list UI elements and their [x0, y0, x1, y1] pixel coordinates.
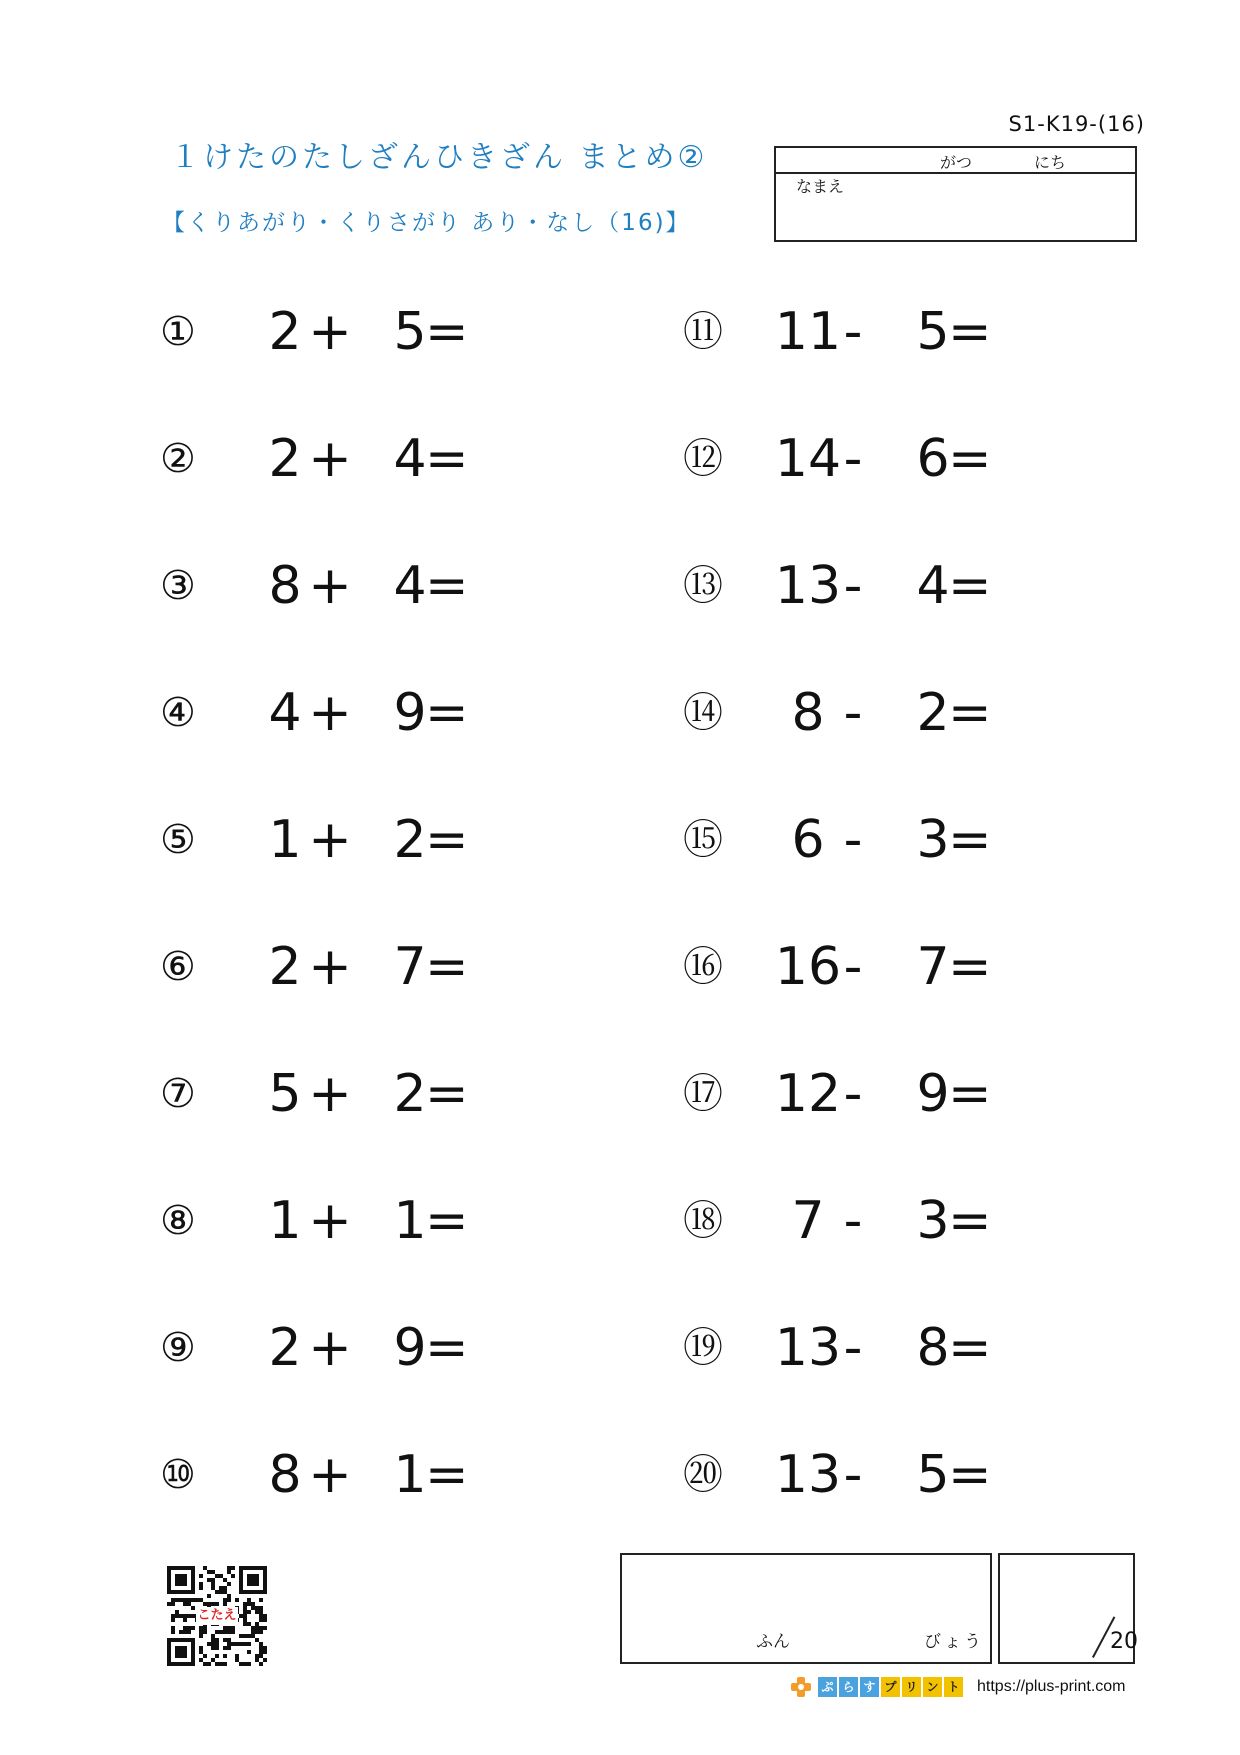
problem-operator: + [308, 1445, 352, 1505]
problem-item [683, 292, 1123, 372]
problem-equals: = [425, 1064, 469, 1124]
problem-number: ⑤ [160, 817, 196, 863]
problem-item [683, 419, 1123, 499]
problem-operand-a: 13 [774, 556, 842, 616]
problem-operand-a: 8 [268, 556, 302, 616]
problem-operand-a: 7 [791, 1191, 825, 1251]
brand-char: リ [902, 1677, 921, 1697]
answer-qr-code[interactable] [166, 1565, 268, 1667]
problem-operand-b: 5 [916, 302, 950, 362]
problem-operator: - [843, 302, 863, 362]
problem-equals: = [425, 810, 469, 870]
problem-item [160, 1181, 600, 1261]
problem-operator: + [308, 1064, 352, 1124]
problem-item [160, 1054, 600, 1134]
problem-equals: = [948, 1445, 992, 1505]
problem-operand-a: 8 [791, 683, 825, 743]
problem-equals: = [948, 810, 992, 870]
problem-operand-a: 1 [268, 810, 302, 870]
problem-operator: - [843, 429, 863, 489]
problem-equals: = [948, 937, 992, 997]
problem-operand-b: 6 [916, 429, 950, 489]
problem-equals: = [948, 556, 992, 616]
problem-operator: - [843, 810, 863, 870]
worksheet-subtitle: 【くりあがり・くりさがり あり・なし（16)】 [162, 210, 691, 236]
brand-char: ぷ [818, 1677, 837, 1697]
brand-char: ン [923, 1677, 942, 1697]
time-record-box[interactable] [620, 1553, 992, 1664]
brand-char: ト [944, 1677, 963, 1697]
month-label: がつ [940, 153, 973, 172]
plus-logo-icon [790, 1676, 812, 1698]
problem-operand-b: 2 [393, 1064, 427, 1124]
problem-operator: + [308, 937, 352, 997]
problem-equals: = [948, 1191, 992, 1251]
problem-number: ⑳ [683, 1452, 723, 1498]
problem-number: ② [160, 436, 196, 482]
problem-equals: = [425, 556, 469, 616]
problem-number: ① [160, 309, 196, 355]
problem-item [160, 927, 600, 1007]
problem-operand-b: 2 [393, 810, 427, 870]
problem-number: ⑩ [160, 1452, 196, 1498]
problem-operator: + [308, 1191, 352, 1251]
brand-char: プ [881, 1677, 900, 1697]
problem-operand-a: 12 [774, 1064, 842, 1124]
problem-item [160, 800, 600, 880]
brand-char: ら [839, 1677, 858, 1697]
problem-operand-a: 11 [774, 302, 842, 362]
problem-number: ⑪ [683, 309, 723, 355]
problem-operand-a: 4 [268, 683, 302, 743]
problem-operand-a: 2 [268, 1318, 302, 1378]
problem-operand-a: 14 [774, 429, 842, 489]
problem-operand-a: 6 [791, 810, 825, 870]
problem-operand-b: 2 [916, 683, 950, 743]
site-url[interactable]: https://plus-print.com [977, 1678, 1126, 1695]
problem-operator: + [308, 1318, 352, 1378]
day-label: にち [1034, 153, 1067, 172]
problem-number: ⑭ [683, 690, 723, 736]
problem-operand-b: 7 [393, 937, 427, 997]
problem-item [160, 546, 600, 626]
problem-operand-b: 4 [916, 556, 950, 616]
problem-item [683, 1308, 1123, 1388]
minutes-label: ふん [756, 1632, 790, 1652]
problem-operator: - [843, 1064, 863, 1124]
problem-item [160, 419, 600, 499]
problem-operand-a: 2 [268, 429, 302, 489]
problem-equals: = [948, 1064, 992, 1124]
problem-equals: = [425, 1191, 469, 1251]
problem-number: ③ [160, 563, 196, 609]
problem-equals: = [425, 1445, 469, 1505]
problem-item [160, 1308, 600, 1388]
problem-item [160, 1435, 600, 1515]
brand-name [818, 1677, 963, 1697]
problem-equals: = [948, 429, 992, 489]
problem-operand-b: 9 [916, 1064, 950, 1124]
problem-operator: - [843, 1445, 863, 1505]
problem-number: ⑬ [683, 563, 723, 609]
problem-operator: - [843, 556, 863, 616]
problem-operand-b: 4 [393, 556, 427, 616]
problem-operand-b: 1 [393, 1445, 427, 1505]
problem-operand-b: 3 [916, 810, 950, 870]
problem-operator: - [843, 683, 863, 743]
problem-item [683, 673, 1123, 753]
problem-equals: = [425, 683, 469, 743]
footer-brand [790, 1674, 1126, 1700]
problem-equals: = [948, 683, 992, 743]
qr-answer-label: こたえ [197, 1608, 237, 1623]
problem-operator: + [308, 302, 352, 362]
problem-operand-b: 3 [916, 1191, 950, 1251]
problem-equals: = [948, 1318, 992, 1378]
problem-number: ⑰ [683, 1071, 723, 1117]
worksheet-title: １けたのたしざんひきざん まとめ② [170, 140, 708, 175]
problem-operand-a: 13 [774, 1445, 842, 1505]
problem-number: ⑯ [683, 944, 723, 990]
problem-operator: - [843, 1318, 863, 1378]
problem-item [683, 800, 1123, 880]
problem-number: ⑥ [160, 944, 196, 990]
worksheet-code: S1-K19-(16) [1008, 112, 1145, 136]
problem-number: ⑱ [683, 1198, 723, 1244]
problem-operator: + [308, 810, 352, 870]
problem-operand-a: 13 [774, 1318, 842, 1378]
problem-equals: = [425, 1318, 469, 1378]
problem-operand-a: 1 [268, 1191, 302, 1251]
problem-operand-b: 5 [393, 302, 427, 362]
problem-number: ⑦ [160, 1071, 196, 1117]
problem-operator: - [843, 1191, 863, 1251]
problem-item [683, 927, 1123, 1007]
problem-item [683, 1435, 1123, 1515]
problem-number: ⑧ [160, 1198, 196, 1244]
problem-item [683, 1181, 1123, 1261]
problem-number: ⑮ [683, 817, 723, 863]
problem-operator: - [843, 937, 863, 997]
problem-operand-b: 5 [916, 1445, 950, 1505]
problem-operand-b: 9 [393, 1318, 427, 1378]
name-label: なまえ [796, 177, 845, 196]
problem-operand-a: 8 [268, 1445, 302, 1505]
problem-number: ⑨ [160, 1325, 196, 1371]
problem-number: ⑲ [683, 1325, 723, 1371]
seconds-label: びょう [924, 1632, 984, 1652]
problem-operator: + [308, 429, 352, 489]
problem-equals: = [425, 429, 469, 489]
problem-equals: = [948, 302, 992, 362]
problem-operand-b: 9 [393, 683, 427, 743]
score-total: 20 [1110, 1629, 1138, 1654]
problem-operand-b: 7 [916, 937, 950, 997]
problem-operand-b: 8 [916, 1318, 950, 1378]
problem-operand-a: 5 [268, 1064, 302, 1124]
problem-operand-b: 4 [393, 429, 427, 489]
problem-operand-b: 1 [393, 1191, 427, 1251]
problem-number: ⑫ [683, 436, 723, 482]
problem-item [683, 546, 1123, 626]
problem-item [683, 1054, 1123, 1134]
problem-operator: + [308, 683, 352, 743]
problem-equals: = [425, 302, 469, 362]
problem-number: ④ [160, 690, 196, 736]
problem-item [160, 673, 600, 753]
problem-item [160, 292, 600, 372]
brand-char: す [860, 1677, 879, 1697]
problem-operator: + [308, 556, 352, 616]
problem-operand-a: 2 [268, 937, 302, 997]
problem-operand-a: 2 [268, 302, 302, 362]
score-box[interactable] [998, 1553, 1138, 1664]
problem-equals: = [425, 937, 469, 997]
problem-operand-a: 16 [774, 937, 842, 997]
